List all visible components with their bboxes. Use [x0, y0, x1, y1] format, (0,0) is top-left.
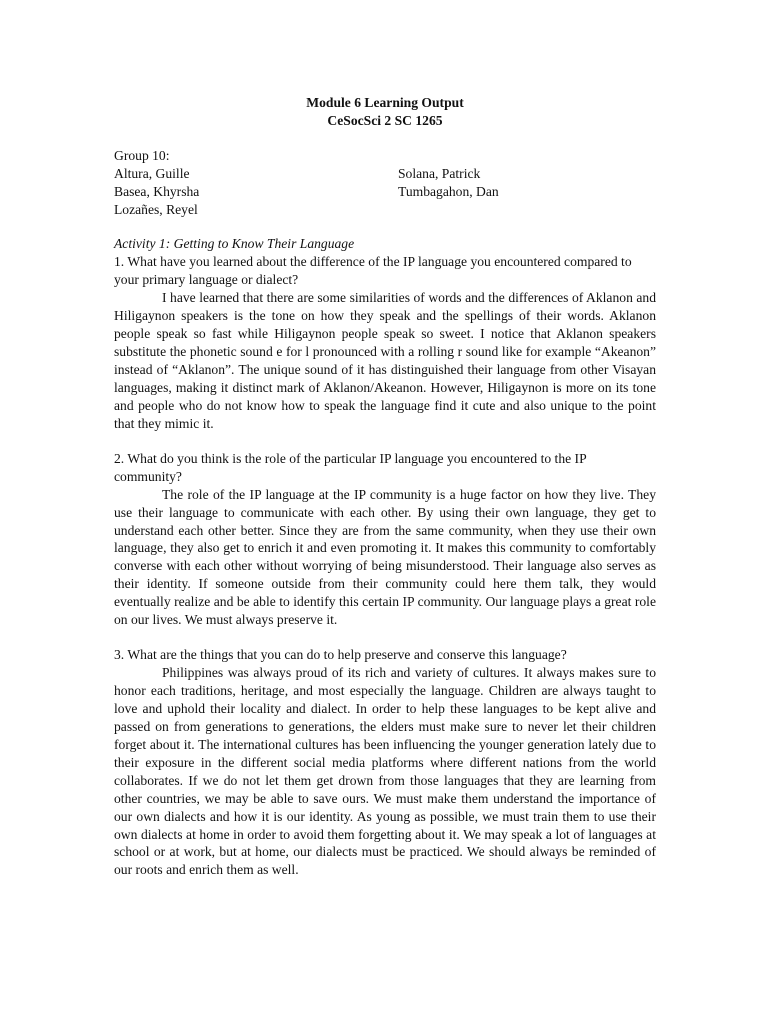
question-text: 1. What have you learned about the difference of the IP language you encountered compared to your primary language or dialect? [114, 254, 632, 288]
member-list [114, 165, 656, 219]
member-name: Basea, Khyrsha [114, 183, 200, 199]
title-block [114, 94, 656, 130]
document-subtitle: CeSocSci 2 SC 1265 [327, 112, 443, 128]
question-block-1 [114, 253, 656, 432]
member-name: Tumbagahon, Dan [398, 183, 499, 199]
answer-paragraph: I have learned that there are some similarities of words and the differences of Aklanon and Hiligaynon speakers is the tone on how they speak and the spellings of their words. Aklanon people speak so fast while Hiligaynon people speak so sweet. I notice that Aklanon speakers substitute the phonetic sound e for l pronounced with a rolling r sound like for example “Akeanon” instead of “Aklanon”. The unique sound of it has distinguished their language from other Visayan languages, making it distinct mark of Aklanon/Akeanon. However, Hiligaynon is more on its tone and people who do not know how to speak the language find it cute and also unique to the point that they mimic it. [114, 290, 656, 431]
question-text: 2. What do you think is the role of the particular IP language you encountered to the IP community? [114, 450, 587, 484]
answer-paragraph: Philippines was always proud of its rich and variety of cultures. It always makes sure to honor each traditions, heritage, and most especially the language. Children are always taught to love and uphold their locality and dialect. In order to help these languages to be kept alive and passed on from generations to generations, the elders must make sure to never let their children forget about it. The international cultures has been influencing the younger generation lately due to their exposure in the different social media platforms where different nations from the world collaborates. If we do not let them get drown from those languages that they are learning from other countries, we may be able to save ours. We must make them understand the importance of our own dialects and how it is our identity. As young as possible, we must train them to use their own dialects at home in order to avoid them forgetting about it. We may speak a lot of languages at school or at work, but at home, our dialects must be practiced. We should always be reminded of our roots and enrich them as well. [114, 665, 656, 878]
activity-heading: Activity 1: Getting to Know Their Language [114, 236, 355, 252]
question-text: 3. What are the things that you can do to help preserve and conserve this language? [114, 647, 567, 663]
document-page [114, 94, 656, 897]
question-block-3 [114, 646, 656, 879]
answer-paragraph: The role of the IP language at the IP community is a huge factor on how they live. They use their language to communicate with each other. By using their own language, they get to understand each other better. Since they are from the same community, when they use their own language, they also get to enrich it and even promoting it. It makes this community to comfortably converse with each other without worrying of being misunderstood. Their language also serves as their identity. If someone outside from their community could here them talk, they would eventually realize and be able to identify this certain IP community. Our language plays a great role on our lives. We must always preserve it. [114, 486, 656, 628]
member-name: Solana, Patrick [398, 165, 481, 181]
member-name: Altura, Guille [114, 165, 190, 181]
question-block-2 [114, 450, 656, 629]
group-label: Group 10: [114, 147, 170, 163]
member-name: Lozañes, Reyel [114, 201, 198, 217]
document-title: Module 6 Learning Output [306, 95, 464, 110]
member-name [398, 201, 656, 219]
